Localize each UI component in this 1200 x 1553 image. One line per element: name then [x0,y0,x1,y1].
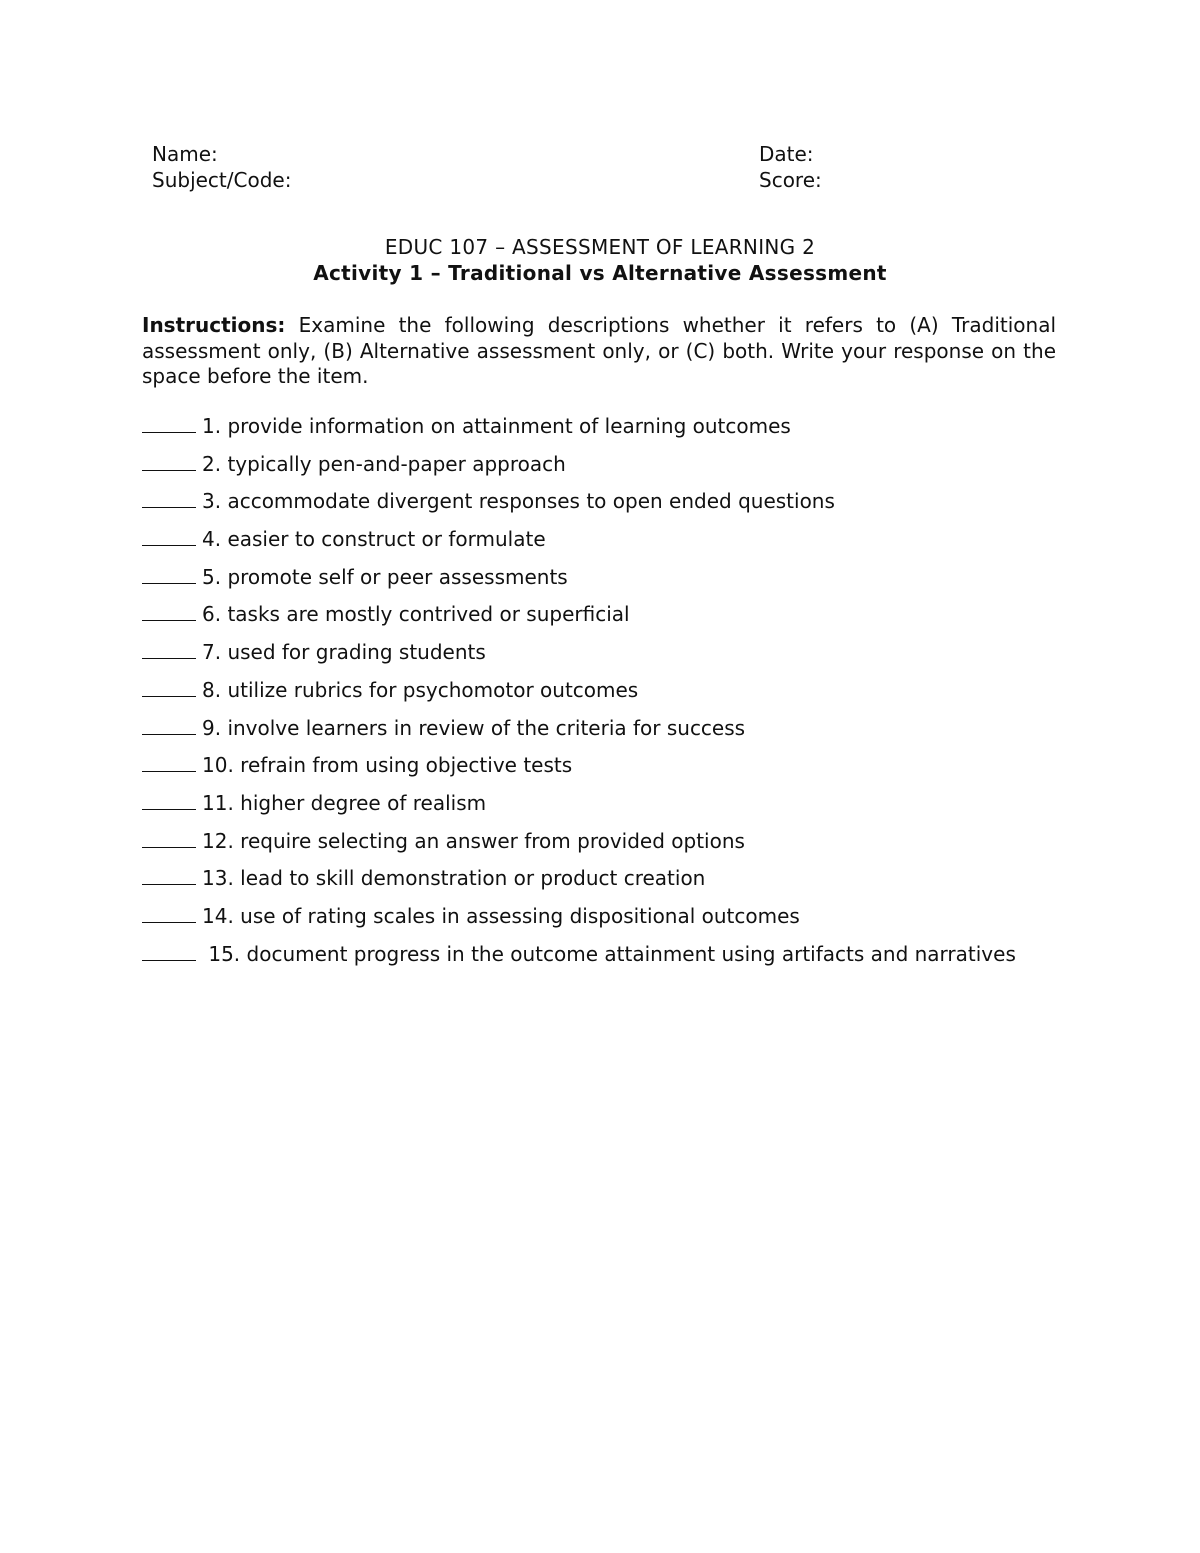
score-label: Score: [759,168,822,192]
answer-blank[interactable] [142,828,196,848]
item-text: 6. tasks are mostly contrived or superficial [202,602,630,627]
date-label: Date: [759,142,814,166]
list-item [142,526,1056,564]
answer-blank[interactable] [142,865,196,885]
list-item [142,413,1056,451]
list-item [142,451,1056,489]
list-item [142,677,1056,715]
answer-blank[interactable] [142,451,196,471]
item-text: 12. require selecting an answer from provided options [202,828,745,853]
answer-blank[interactable] [142,413,196,433]
item-text: 15. document progress in the outcome attainment using artifacts and narratives [208,941,1016,966]
list-item [142,488,1056,526]
item-text: 13. lead to skill demonstration or product creation [202,866,706,891]
subject-code-label: Subject/Code: [152,168,292,192]
item-text: 4. easier to construct or formulate [202,527,546,552]
answer-blank[interactable] [142,752,196,772]
course-title: EDUC 107 – ASSESSMENT OF LEARNING 2 [384,235,816,259]
list-item [142,790,1056,828]
instructions-text: Examine the following descriptions whether it refers to (A) Traditional assessment only, (B) Alternative assessment only, or (C) both. Write your response on the space before the item. [142,313,1056,388]
item-text: 2. typically pen-and-paper approach [202,451,566,476]
name-label: Name: [152,142,218,166]
answer-blank[interactable] [142,564,196,584]
item-text: 9. involve learners in review of the criteria for success [202,715,746,740]
list-item [142,639,1056,677]
item-text: 7. used for grading students [202,640,486,665]
title-block [0,234,1200,286]
answer-blank[interactable] [142,488,196,508]
instructions-paragraph [142,313,1056,390]
list-item [142,715,1056,753]
answer-blank[interactable] [142,526,196,546]
item-text: 11. higher degree of realism [202,790,487,815]
answer-blank[interactable] [142,903,196,923]
answer-blank[interactable] [142,715,196,735]
list-item [142,601,1056,639]
instructions-label: Instructions: [142,313,286,337]
list-item [142,828,1056,866]
answer-blank[interactable] [142,790,196,810]
list-item [142,564,1056,602]
answer-blank[interactable] [142,677,196,697]
item-list [142,413,1056,967]
item-text: 1. provide information on attainment of learning outcomes [202,414,791,438]
item-text: 8. utilize rubrics for psychomotor outcomes [202,677,639,702]
item-text: 14. use of rating scales in assessing dispositional outcomes [202,903,800,928]
list-item [142,865,1056,903]
item-text: 3. accommodate divergent responses to open ended questions [202,489,835,514]
list-item [142,752,1056,790]
list-item [142,903,1056,941]
item-text: 5. promote self or peer assessments [202,564,568,589]
list-item [142,941,1056,967]
answer-blank[interactable] [142,639,196,659]
answer-blank[interactable] [142,601,196,621]
item-text: 10. refrain from using objective tests [202,753,573,778]
answer-blank[interactable] [142,941,196,961]
activity-title: Activity 1 – Traditional vs Alternative Assessment [313,261,887,285]
